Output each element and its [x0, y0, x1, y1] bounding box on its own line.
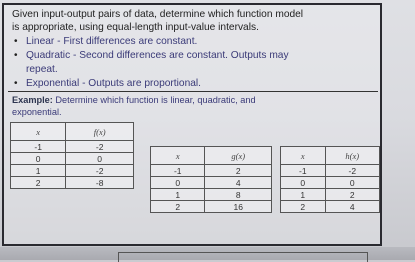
- table-row: [281, 189, 380, 201]
- table-row: [11, 153, 134, 165]
- cell: -2: [66, 165, 134, 177]
- table-header-row: [11, 123, 134, 141]
- bullet-dot: •: [14, 50, 18, 61]
- cell: 2: [281, 201, 326, 213]
- cell: 1: [281, 189, 326, 201]
- cell: 8: [205, 189, 272, 201]
- cell: 2: [151, 201, 205, 213]
- cell: -1: [11, 141, 66, 153]
- table-g: [150, 146, 272, 213]
- intro-line-1: Given input-output pairs of data, determine which function model: [12, 9, 304, 20]
- notes-box: [2, 3, 382, 246]
- x-header: x: [281, 147, 326, 165]
- table-row: [11, 141, 134, 153]
- table-row: [151, 189, 272, 201]
- bullet-quadratic: Quadratic - Second differences are constant. Outputs may: [26, 50, 289, 61]
- example-text: Determine which function is linear, quadratic, and: [55, 95, 256, 105]
- bullet-dot: •: [14, 36, 18, 47]
- example-label: Example:: [12, 95, 53, 105]
- cell: 1: [11, 165, 66, 177]
- example-line-1: [12, 94, 256, 106]
- example-line-2: exponential.: [12, 107, 62, 117]
- table-row: [151, 165, 272, 177]
- next-box-edge: [118, 252, 368, 262]
- x-header: x: [11, 123, 66, 141]
- cell: 4: [205, 177, 272, 189]
- intro-line-2: is appropriate, using equal-length input-value intervals.: [12, 22, 259, 33]
- hx-header: h(x): [325, 147, 379, 165]
- cell: 0: [325, 177, 379, 189]
- cell: -2: [66, 141, 134, 153]
- cell: 16: [205, 201, 272, 213]
- table-header-row: [281, 147, 380, 165]
- cell: 2: [11, 177, 66, 189]
- bullet-exponential: Exponential - Outputs are proportional.: [26, 78, 201, 89]
- cell: 0: [281, 177, 326, 189]
- cell: 0: [151, 177, 205, 189]
- table-row: [281, 165, 380, 177]
- table-header-row: [151, 147, 272, 165]
- table-row: [151, 201, 272, 213]
- fx-header: f(x): [66, 123, 134, 141]
- bullet-linear: Linear - First differences are constant.: [26, 36, 198, 47]
- cell: 1: [151, 189, 205, 201]
- gx-header: g(x): [205, 147, 272, 165]
- cell: -8: [66, 177, 134, 189]
- cell: 0: [66, 153, 134, 165]
- table-row: [281, 177, 380, 189]
- table-row: [11, 177, 134, 189]
- cell: -1: [151, 165, 205, 177]
- table-h: [280, 146, 380, 213]
- divider: [8, 91, 378, 92]
- cell: -2: [325, 165, 379, 177]
- cell: 4: [325, 201, 379, 213]
- cell: 2: [205, 165, 272, 177]
- table-row: [281, 201, 380, 213]
- table-row: [11, 165, 134, 177]
- table-row: [151, 177, 272, 189]
- cell: -1: [281, 165, 326, 177]
- cell: 2: [325, 189, 379, 201]
- table-f: [10, 122, 134, 189]
- bullet-quadratic-cont: repeat.: [26, 64, 58, 75]
- x-header: x: [151, 147, 205, 165]
- bullet-dot: •: [14, 78, 18, 89]
- cell: 0: [11, 153, 66, 165]
